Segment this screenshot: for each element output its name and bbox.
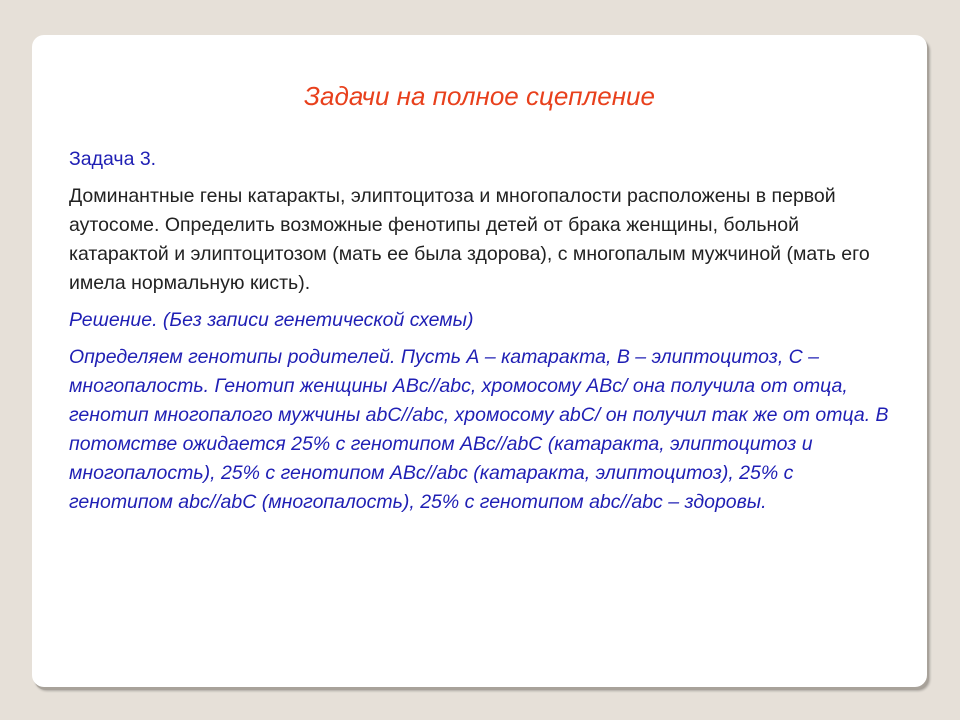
task-label: Задача 3. (69, 148, 157, 170)
slide (32, 35, 927, 687)
slide-title: Задачи на полное сцепление (304, 81, 655, 111)
task-text: Доминантные гены катаракты, элиптоцитоза и многопалости расположены в первой аутосоме. Определить возможные фенотипы детей от брака женщины, больной катарактой и элиптоцитозом (мать ее была здорова), с многопалым мужчиной (мать его имела нормальную кисть). (69, 185, 870, 294)
solution-text: Определяем генотипы родителей. Пусть А – катаракта, В – элиптоцитоз, С – многопалость. Генотип женщины АВс//abc, хромосому АВс/ она получила от отца, генотип многопалого мужчины abC//abc, хромосому abC/ он получил так же от отца. В потомстве ожидается 25% с генотипом АВс//abC (катаракта, элиптоцитоз и многопалость), 25% с генотипом АВс//abc (катаракта, элиптоцитоз), 25% с генотипом abc//abC (многопалость), 25% с генотипом abc//abc – здоровы. (69, 346, 889, 513)
slide-content (69, 145, 899, 525)
solution-label: Решение. (Без записи генетической схемы) (69, 309, 474, 331)
